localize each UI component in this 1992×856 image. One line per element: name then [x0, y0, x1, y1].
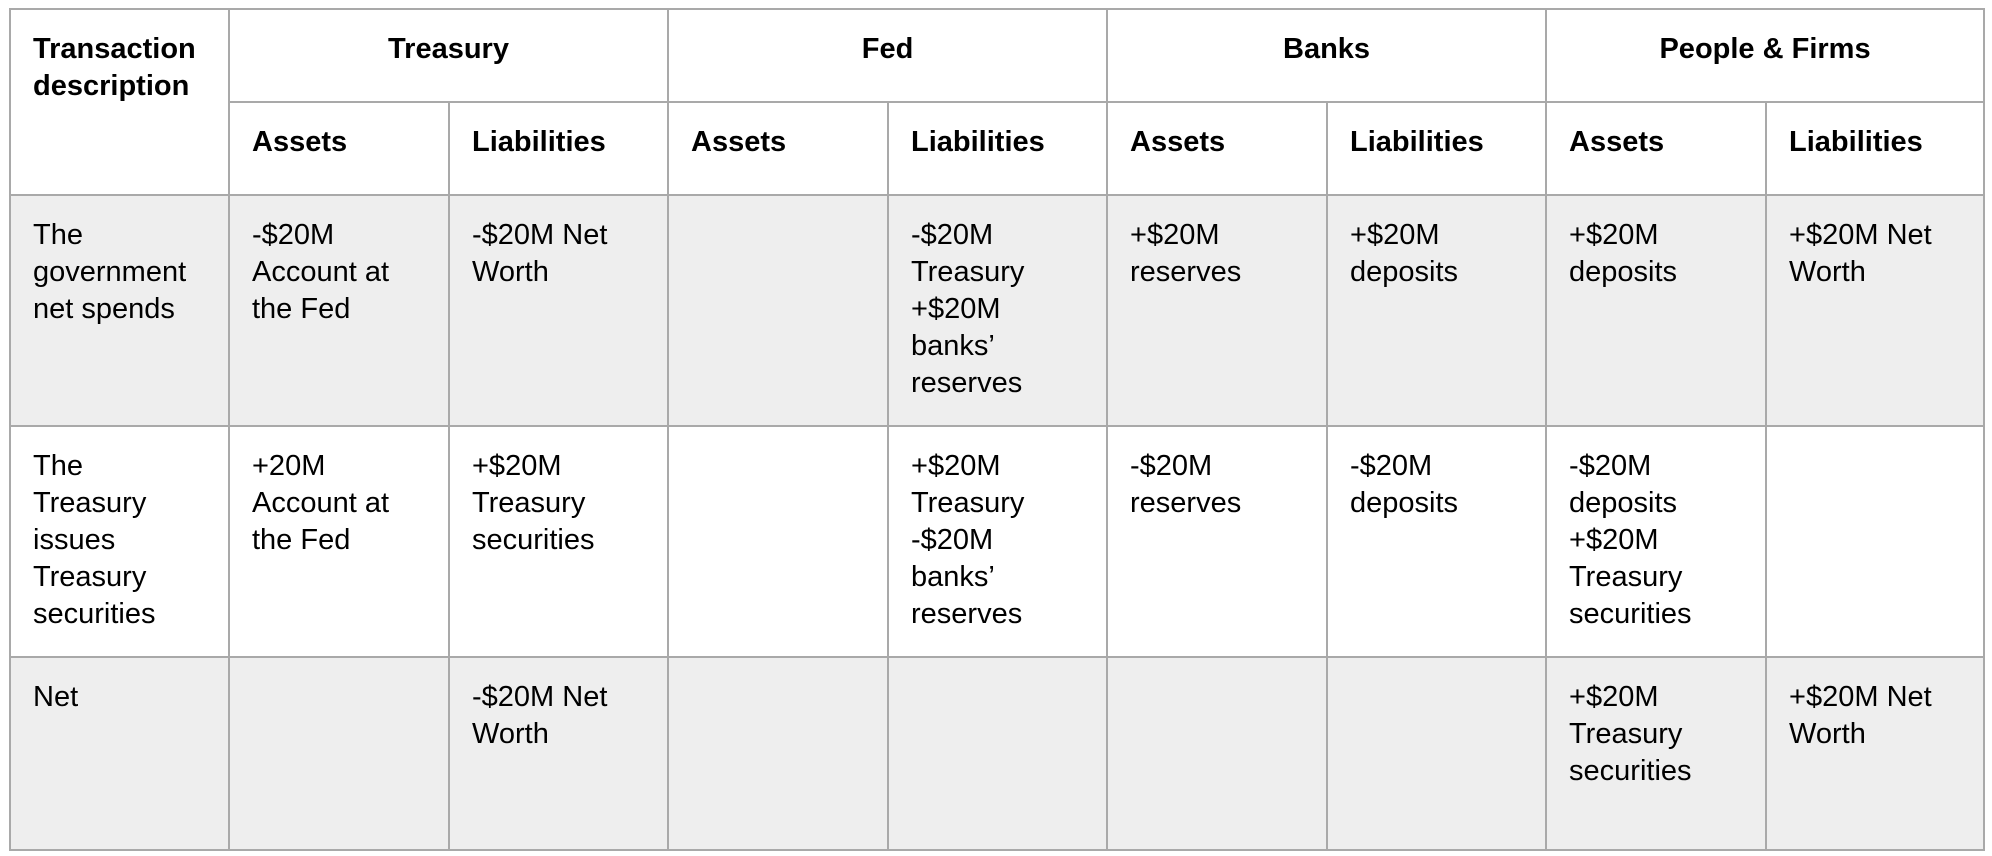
cell-line: The — [33, 450, 83, 482]
cell-line: +$20M — [1130, 219, 1220, 251]
cell-fed-liabilities — [888, 657, 1107, 850]
balance-sheet-table — [9, 8, 1985, 851]
table-row — [10, 195, 1984, 426]
balance-sheet-table-wrapper — [9, 8, 1985, 851]
transaction-description-header — [10, 9, 229, 195]
subheader-banks-liabilities: Liabilities — [1327, 102, 1546, 195]
cell-treasury-assets — [229, 657, 449, 850]
cell-line: The — [33, 219, 83, 251]
cell-fed-liabilities — [888, 426, 1107, 657]
subheader-people-firms-assets: Assets — [1546, 102, 1766, 195]
cell-line: +$20M — [1569, 681, 1659, 713]
cell-fed-assets — [668, 195, 888, 426]
cell-line: reserves — [1130, 256, 1242, 288]
cell-people-firms-assets — [1546, 195, 1766, 426]
subheader-treasury-assets: Assets — [229, 102, 449, 195]
cell-treasury-liabilities — [449, 195, 668, 426]
subheader-row — [10, 102, 1984, 195]
cell-line: Worth — [472, 718, 549, 750]
cell-people-firms-liabilities — [1766, 426, 1984, 657]
cell-line: -$20M — [1130, 450, 1213, 482]
cell-banks-liabilities — [1327, 426, 1546, 657]
cell-line: -$20M — [1569, 450, 1652, 482]
cell-line: securities — [1569, 755, 1692, 787]
transaction-description-cell — [10, 426, 229, 657]
subheader-fed-liabilities: Liabilities — [888, 102, 1107, 195]
cell-line: Worth — [1789, 256, 1866, 288]
cell-line: Treasury — [33, 487, 147, 519]
cell-line: reserves — [1130, 487, 1242, 519]
subheader-fed-assets: Assets — [668, 102, 888, 195]
cell-line: -$20M — [911, 219, 994, 251]
cell-line: +$20M — [1569, 219, 1659, 251]
cell-line: -$20M — [911, 524, 994, 556]
cell-line: net spends — [33, 293, 175, 325]
group-header-banks: Banks — [1107, 9, 1546, 102]
corner-header-line: Transaction — [33, 33, 196, 65]
cell-line: Treasury — [472, 487, 586, 519]
cell-line: Treasury — [33, 561, 147, 593]
cell-treasury-assets — [229, 195, 449, 426]
cell-line: Treasury — [911, 256, 1025, 288]
cell-line: Account at — [252, 256, 390, 288]
cell-line: +$20M — [472, 450, 562, 482]
cell-people-firms-assets — [1546, 657, 1766, 850]
cell-line: deposits — [1569, 487, 1678, 519]
group-header-fed: Fed — [668, 9, 1107, 102]
cell-fed-assets — [668, 657, 888, 850]
cell-line: Treasury — [911, 487, 1025, 519]
cell-people-firms-liabilities — [1766, 657, 1984, 850]
cell-line: reserves — [911, 367, 1023, 399]
cell-line: deposits — [1569, 256, 1678, 288]
cell-people-firms-liabilities — [1766, 195, 1984, 426]
cell-fed-assets — [668, 426, 888, 657]
cell-treasury-liabilities — [449, 426, 668, 657]
corner-header-line: description — [33, 70, 190, 102]
cell-line: issues — [33, 524, 116, 556]
cell-line: securities — [1569, 598, 1692, 630]
transaction-description-cell — [10, 195, 229, 426]
cell-people-firms-assets — [1546, 426, 1766, 657]
cell-line: +$20M Net — [1789, 219, 1932, 251]
cell-line: -$20M — [252, 219, 335, 251]
cell-line: securities — [472, 524, 595, 556]
group-header-people-firms: People & Firms — [1546, 9, 1984, 102]
cell-line: -$20M Net — [472, 219, 608, 251]
cell-line: Worth — [1789, 718, 1866, 750]
table-row — [10, 426, 1984, 657]
subheader-people-firms-liabilities: Liabilities — [1766, 102, 1984, 195]
cell-line: Net — [33, 681, 79, 713]
table-body — [10, 195, 1984, 850]
cell-banks-assets — [1107, 426, 1327, 657]
cell-banks-liabilities — [1327, 657, 1546, 850]
cell-line: deposits — [1350, 256, 1459, 288]
subheader-banks-assets: Assets — [1107, 102, 1327, 195]
cell-line: +$20M Net — [1789, 681, 1932, 713]
cell-line: Treasury — [1569, 718, 1683, 750]
cell-banks-assets — [1107, 195, 1327, 426]
cell-fed-liabilities — [888, 195, 1107, 426]
cell-line: +$20M — [1569, 524, 1659, 556]
cell-line: securities — [33, 598, 156, 630]
cell-line: banks’ — [911, 330, 995, 362]
cell-line: the Fed — [252, 524, 351, 556]
cell-treasury-assets — [229, 426, 449, 657]
cell-line: Account at — [252, 487, 390, 519]
subheader-treasury-liabilities: Liabilities — [449, 102, 668, 195]
cell-line: government — [33, 256, 187, 288]
cell-line: Treasury — [1569, 561, 1683, 593]
cell-line: -$20M — [1350, 450, 1433, 482]
cell-treasury-liabilities — [449, 657, 668, 850]
cell-line: +20M — [252, 450, 326, 482]
cell-line: banks’ — [911, 561, 995, 593]
table-row — [10, 657, 1984, 850]
cell-banks-liabilities — [1327, 195, 1546, 426]
cell-line: the Fed — [252, 293, 351, 325]
group-header-treasury: Treasury — [229, 9, 668, 102]
cell-line: +$20M — [911, 450, 1001, 482]
cell-banks-assets — [1107, 657, 1327, 850]
cell-line: Worth — [472, 256, 549, 288]
cell-line: deposits — [1350, 487, 1459, 519]
cell-line: +$20M — [911, 293, 1001, 325]
group-header-row — [10, 9, 1984, 102]
cell-line: -$20M Net — [472, 681, 608, 713]
cell-line: +$20M — [1350, 219, 1440, 251]
cell-line: reserves — [911, 598, 1023, 630]
transaction-description-cell — [10, 657, 229, 850]
